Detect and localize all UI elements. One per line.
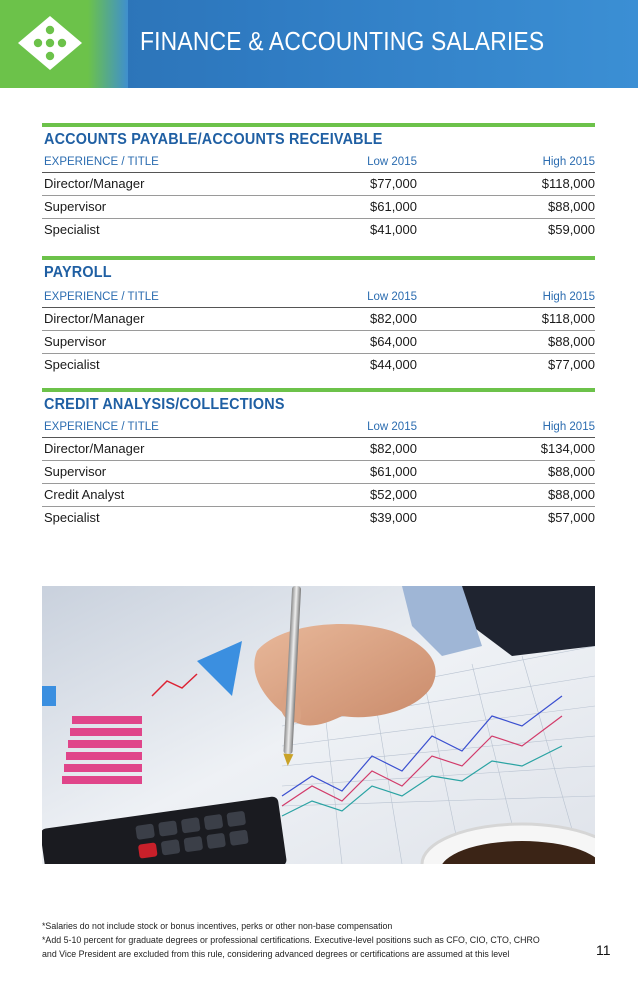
row-high: $118,000 bbox=[541, 176, 595, 191]
section-divider bbox=[42, 256, 595, 260]
row-low: $82,000 bbox=[370, 311, 417, 326]
dice-logo-icon bbox=[14, 10, 86, 76]
column-header-low: Low 2015 bbox=[367, 156, 417, 168]
row-high: $134,000 bbox=[540, 441, 595, 456]
column-header-title: EXPERIENCE / TITLE bbox=[44, 156, 159, 168]
table-row bbox=[42, 219, 595, 241]
section-credit-analysis bbox=[42, 388, 595, 529]
section-payroll bbox=[42, 256, 595, 376]
column-header-title: EXPERIENCE / TITLE bbox=[44, 421, 159, 433]
row-low: $44,000 bbox=[370, 357, 417, 372]
page-number: 11 bbox=[596, 942, 611, 958]
column-header-high: High 2015 bbox=[542, 156, 595, 168]
row-low: $39,000 bbox=[370, 510, 417, 525]
table-row bbox=[42, 438, 595, 461]
column-header-high: High 2015 bbox=[542, 291, 595, 303]
row-high: $88,000 bbox=[548, 487, 595, 502]
row-title: Director/Manager bbox=[44, 311, 145, 326]
table-row bbox=[42, 461, 595, 484]
row-high: $88,000 bbox=[548, 464, 595, 479]
table-row bbox=[42, 196, 595, 219]
table-row bbox=[42, 507, 595, 529]
table-row bbox=[42, 354, 595, 376]
section-title: PAYROLL bbox=[44, 264, 112, 281]
table-row bbox=[42, 173, 595, 196]
row-high: $118,000 bbox=[541, 311, 595, 326]
footnote-executive: and Vice President are excluded from this rule, considering advanced degrees or certifications are assumed at this level bbox=[42, 949, 510, 960]
row-high: $88,000 bbox=[548, 334, 595, 349]
footnote-degrees: *Add 5-10 percent for graduate degrees or professional certifications. Executive-level positions such as CFO, CIO, CTO, CHRO bbox=[42, 935, 540, 946]
section-accounts-payable bbox=[42, 123, 595, 241]
row-low: $64,000 bbox=[370, 334, 417, 349]
row-title: Specialist bbox=[44, 222, 100, 237]
row-low: $77,000 bbox=[370, 176, 417, 191]
section-title: ACCOUNTS PAYABLE/ACCOUNTS RECEIVABLE bbox=[44, 131, 383, 148]
row-title: Director/Manager bbox=[44, 176, 145, 191]
column-header-row bbox=[42, 418, 595, 438]
column-header-row bbox=[42, 153, 595, 173]
column-header-low: Low 2015 bbox=[367, 421, 417, 433]
finance-photo-illustration bbox=[42, 586, 595, 864]
column-header-low: Low 2015 bbox=[367, 291, 417, 303]
column-header-title: EXPERIENCE / TITLE bbox=[44, 291, 159, 303]
section-title: CREDIT ANALYSIS/COLLECTIONS bbox=[44, 396, 285, 413]
row-title: Specialist bbox=[44, 510, 100, 525]
table-row bbox=[42, 308, 595, 331]
row-low: $61,000 bbox=[370, 199, 417, 214]
section-divider bbox=[42, 388, 595, 392]
row-low: $61,000 bbox=[370, 464, 417, 479]
row-high: $57,000 bbox=[548, 510, 595, 525]
footnote-salaries: *Salaries do not include stock or bonus incentives, perks or other non-base compensation bbox=[42, 921, 393, 932]
finance-photo bbox=[42, 586, 595, 864]
row-high: $77,000 bbox=[548, 357, 595, 372]
row-high: $88,000 bbox=[548, 199, 595, 214]
page-header bbox=[0, 0, 638, 88]
row-low: $41,000 bbox=[370, 222, 417, 237]
row-title: Specialist bbox=[44, 357, 100, 372]
row-title: Supervisor bbox=[44, 199, 107, 214]
section-divider bbox=[42, 123, 595, 127]
header-stripe bbox=[88, 0, 128, 88]
page-title: FINANCE & ACCOUNTING SALARIES bbox=[140, 26, 545, 56]
table-row bbox=[42, 484, 595, 507]
table-row bbox=[42, 331, 595, 354]
column-header-high: High 2015 bbox=[542, 421, 595, 433]
column-header-row bbox=[42, 288, 595, 308]
row-title: Supervisor bbox=[44, 464, 107, 479]
row-low: $52,000 bbox=[370, 487, 417, 502]
row-low: $82,000 bbox=[370, 441, 417, 456]
row-title: Director/Manager bbox=[44, 441, 145, 456]
row-title: Credit Analyst bbox=[44, 487, 125, 502]
row-high: $59,000 bbox=[548, 222, 595, 237]
footnotes bbox=[42, 920, 562, 962]
row-title: Supervisor bbox=[44, 334, 107, 349]
